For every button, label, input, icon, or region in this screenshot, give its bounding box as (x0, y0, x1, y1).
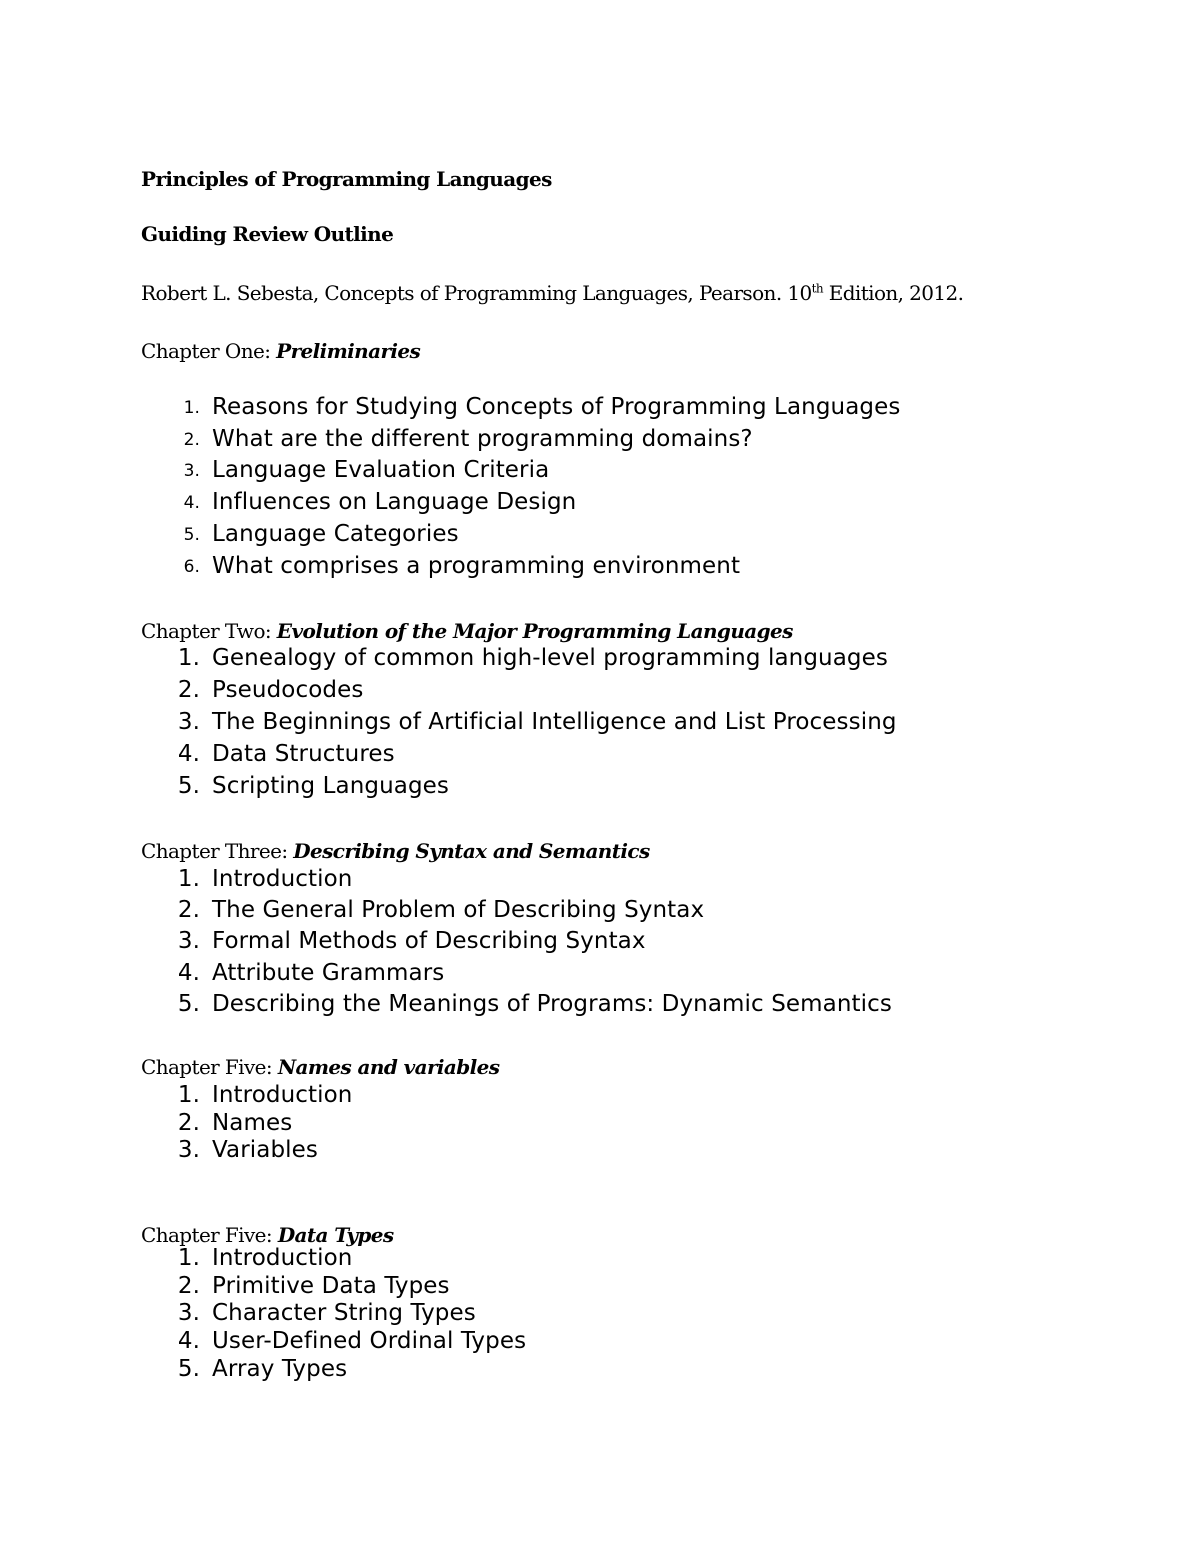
list-text: The General Problem of Describing Syntax (212, 897, 705, 923)
list-text: Array Types (212, 1356, 348, 1382)
chapter-heading (141, 1055, 499, 1079)
document-subtitle: Guiding Review Outline (141, 222, 394, 246)
chapter-title: Evolution of the Major Programming Languages (276, 619, 793, 643)
list-number: 4. (177, 960, 200, 986)
list-number: 5. (177, 1356, 200, 1382)
list-text: What comprises a programming environment (212, 553, 741, 579)
list-text: Data Structures (212, 741, 395, 767)
list-text: Variables (212, 1137, 319, 1163)
list-number: 3. (183, 461, 200, 481)
list-number: 4. (183, 493, 200, 513)
list-number: 3. (177, 928, 200, 954)
list-text: Introduction (212, 866, 353, 892)
chapter-title: Preliminaries (276, 339, 421, 363)
document-title: Principles of Programming Languages (141, 167, 552, 191)
list-number: 3. (177, 709, 200, 735)
list-number: 1. (177, 866, 200, 892)
list-text: Describing the Meanings of Programs: Dynamic Semantics (212, 991, 892, 1017)
chapter-label: Chapter Five: (141, 1223, 278, 1247)
list-number: 1. (177, 1245, 200, 1271)
chapter-label: Chapter Three: (141, 839, 294, 863)
list-text: Formal Methods of Describing Syntax (212, 928, 646, 954)
list-number: 5. (183, 525, 200, 545)
list-text: User-Defined Ordinal Types (212, 1328, 527, 1354)
list-text: Scripting Languages (212, 773, 449, 799)
list-text: What are the different programming domains? (212, 426, 753, 452)
chapter-heading (141, 619, 793, 643)
chapter-title: Describing Syntax and Semantics (293, 839, 650, 863)
list-number: 2. (177, 1273, 200, 1299)
list-number: 4. (177, 1328, 200, 1354)
chapter-heading (141, 839, 650, 863)
list-text: The Beginnings of Artificial Intelligence and List Processing (212, 709, 897, 735)
chapter-label: Chapter Five: (141, 1055, 278, 1079)
list-number: 5. (177, 773, 200, 799)
list-number: 5. (177, 991, 200, 1017)
list-number: 1. (183, 398, 200, 418)
list-number: 2. (177, 677, 200, 703)
list-number: 1. (177, 645, 200, 671)
list-text: Primitive Data Types (212, 1273, 450, 1299)
list-number: 3. (177, 1300, 200, 1326)
list-text: Character String Types (212, 1300, 476, 1326)
list-text: Names (212, 1110, 293, 1136)
list-text: Pseudocodes (212, 677, 364, 703)
list-text: Introduction (212, 1082, 353, 1108)
reference-text: Robert L. Sebesta, Concepts of Programming Languages, Pearson. 10 (141, 281, 812, 305)
list-number: 6. (183, 557, 200, 577)
list-text: Language Categories (212, 521, 459, 547)
list-text: Influences on Language Design (212, 489, 577, 515)
chapter-label: Chapter One: (141, 339, 277, 363)
chapter-heading (141, 339, 420, 363)
list-number: 2. (183, 430, 200, 450)
reference-superscript: th (811, 281, 823, 296)
list-number: 2. (177, 897, 200, 923)
chapter-heading (141, 1223, 394, 1247)
list-text: Reasons for Studying Concepts of Programming Languages (212, 394, 901, 420)
list-number: 3. (177, 1137, 200, 1163)
list-text: Genealogy of common high-level programming languages (212, 645, 888, 671)
list-number: 2. (177, 1110, 200, 1136)
reference-text-end: Edition, 2012. (822, 281, 964, 305)
reference-citation (141, 281, 963, 305)
list-text: Language Evaluation Criteria (212, 457, 550, 483)
list-text: Attribute Grammars (212, 960, 445, 986)
chapter-title: Names and variables (277, 1055, 500, 1079)
chapter-title: Data Types (277, 1223, 394, 1247)
list-text: Introduction (212, 1245, 353, 1271)
list-number: 4. (177, 741, 200, 767)
chapter-label: Chapter Two: (141, 619, 277, 643)
list-number: 1. (177, 1082, 200, 1108)
